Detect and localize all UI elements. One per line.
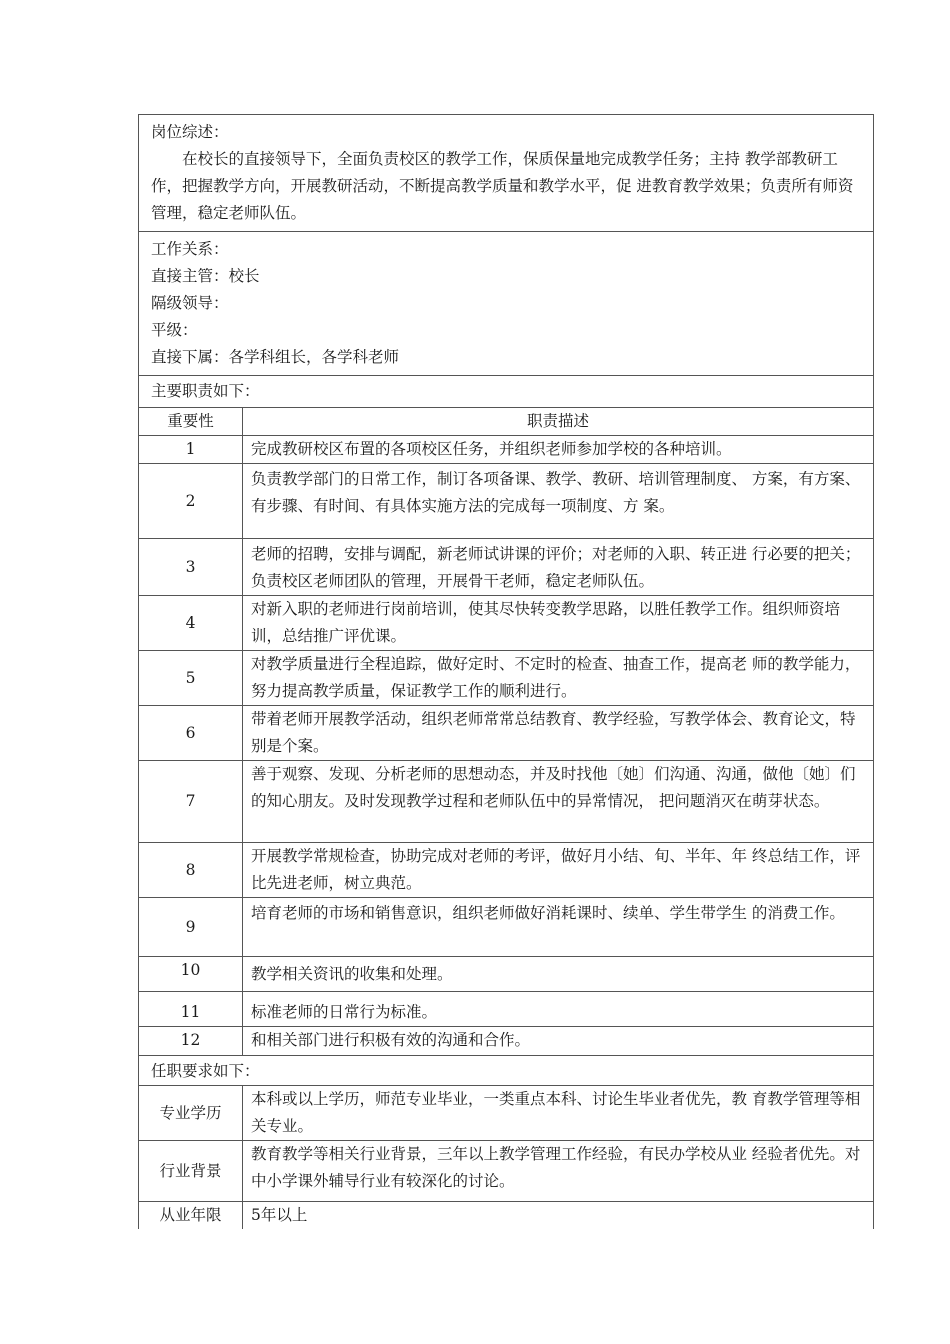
overview-body: 在校长的直接领导下，全面负责校区的教学工作，保质保量地完成教学任务；主持 教学部教研工作，把握教学方向，开展教研活动，不断提高教学质量和教学水平，促 进教育教学效果；负责所有师资管理，稳定老师队伍。 bbox=[151, 150, 854, 222]
requirement-row bbox=[139, 1141, 874, 1202]
requirement-label: 行业背景 bbox=[139, 1141, 243, 1202]
duty-text: 开展教学常规检查，协助完成对老师的考评，做好月小结、旬、半年、年 终总结工作，评比先进老师，树立典范。 bbox=[243, 843, 874, 898]
requirement-label: 从业年限 bbox=[139, 1202, 243, 1230]
relations-section bbox=[139, 232, 874, 376]
requirement-row bbox=[139, 1202, 874, 1230]
duty-row bbox=[139, 957, 874, 992]
duty-number: 4 bbox=[139, 596, 243, 651]
duty-number: 1 bbox=[139, 436, 243, 464]
duty-number: 7 bbox=[139, 761, 243, 843]
requirement-label: 专业学历 bbox=[139, 1086, 243, 1141]
duty-row bbox=[139, 992, 874, 1027]
relation-peer-level: 平级： bbox=[151, 321, 198, 339]
column-header-description: 职责描述 bbox=[243, 408, 874, 436]
duties-heading: 主要职责如下： bbox=[151, 382, 260, 400]
duty-row bbox=[139, 706, 874, 761]
requirement-text: 教育教学等相关行业背景，三年以上教学管理工作经验，有民办学校从业 经验者优先。对中小学课外辅导行业有较深化的讨论。 bbox=[243, 1141, 874, 1202]
relation-skip-level-leader: 隔级领导： bbox=[151, 294, 229, 312]
job-description-table bbox=[138, 114, 874, 1229]
duty-text: 完成教研校区布置的各项校区任务，并组织老师参加学校的各种培训。 bbox=[243, 436, 874, 464]
duty-text: 教学相关资讯的收集和处理。 bbox=[243, 957, 874, 992]
overview-section bbox=[139, 115, 874, 232]
duty-row bbox=[139, 539, 874, 596]
duty-text: 老师的招聘，安排与调配，新老师试讲课的评价；对老师的入职、转正进 行必要的把关；负责校区老师团队的管理，开展骨干老师，稳定老师队伍。 bbox=[243, 539, 874, 596]
duty-row bbox=[139, 761, 874, 843]
duty-row bbox=[139, 898, 874, 957]
duty-number: 6 bbox=[139, 706, 243, 761]
duty-text: 和相关部门进行积极有效的沟通和合作。 bbox=[243, 1027, 874, 1056]
duty-text: 对教学质量进行全程追踪，做好定时、不定时的检查、抽查工作，提高老 师的教学能力，努力提高教学质量，保证教学工作的顺利进行。 bbox=[243, 651, 874, 706]
duty-number: 10 bbox=[139, 957, 243, 992]
duty-number: 8 bbox=[139, 843, 243, 898]
relations-heading: 工作关系： bbox=[151, 240, 229, 258]
duties-header-row bbox=[139, 408, 874, 436]
relation-direct-supervisor: 直接主管：校长 bbox=[151, 267, 260, 285]
duty-number: 2 bbox=[139, 464, 243, 539]
duty-text: 负责教学部门的日常工作，制订各项备课、教学、教研、培训管理制度、 方案，有方案、有步骤、有时间、有具体实施方法的完成每一项制度、方 案。 bbox=[243, 464, 874, 539]
duty-row bbox=[139, 843, 874, 898]
duty-number: 12 bbox=[139, 1027, 243, 1056]
duties-heading-row bbox=[139, 376, 874, 408]
relation-direct-reports: 直接下属：各学科组长，各学科老师 bbox=[151, 348, 400, 366]
overview-heading: 岗位综述： bbox=[151, 123, 229, 141]
duty-text: 带着老师开展教学活动，组织老师常常总结教育、教学经验，写教学体会、教育论文，特别是个案。 bbox=[243, 706, 874, 761]
requirement-text: 5年以上 bbox=[243, 1202, 874, 1230]
duty-number: 3 bbox=[139, 539, 243, 596]
requirements-heading-row bbox=[139, 1056, 874, 1086]
duty-row bbox=[139, 596, 874, 651]
duty-row bbox=[139, 464, 874, 539]
duty-number: 11 bbox=[139, 992, 243, 1027]
duty-number: 5 bbox=[139, 651, 243, 706]
duty-row bbox=[139, 436, 874, 464]
duty-text: 对新入职的老师进行岗前培训，使其尽快转变教学思路，以胜任教学工作。组织师资培训，总结推广评优课。 bbox=[243, 596, 874, 651]
requirement-text: 本科或以上学历，师范专业毕业，一类重点本科、讨论生毕业者优先，教 育教学管理等相关专业。 bbox=[243, 1086, 874, 1141]
duty-text: 标准老师的日常行为标准。 bbox=[243, 992, 874, 1027]
duty-number: 9 bbox=[139, 898, 243, 957]
job-description-document bbox=[138, 114, 873, 1229]
requirements-heading: 任职要求如下： bbox=[151, 1062, 260, 1080]
column-header-importance: 重要性 bbox=[139, 408, 243, 436]
duty-text: 善于观察、发现、分析老师的思想动态，并及时找他〔她〕们沟通、沟通，做他〔她〕们的知心朋友。及时发现教学过程和老师队伍中的异常情况， 把问题消灭在萌芽状态。 bbox=[243, 761, 874, 843]
requirement-row bbox=[139, 1086, 874, 1141]
duty-text: 培育老师的市场和销售意识，组织老师做好消耗课时、续单、学生带学生 的消费工作。 bbox=[243, 898, 874, 957]
duty-row bbox=[139, 1027, 874, 1056]
duty-row bbox=[139, 651, 874, 706]
